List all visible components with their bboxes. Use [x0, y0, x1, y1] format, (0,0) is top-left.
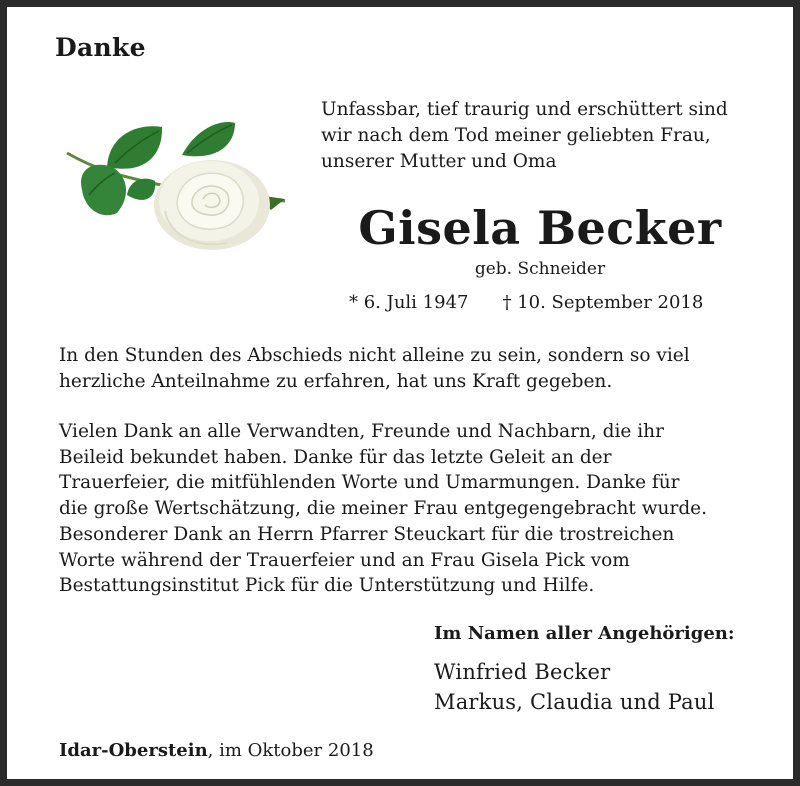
- paragraph-line: herzliche Anteilnahme zu erfahren, hat uns Kraft gegeben.: [59, 370, 613, 392]
- place-city: Idar-Oberstein: [59, 740, 208, 761]
- signer-name: Markus, Claudia und Paul: [434, 690, 715, 714]
- intro-line: Unfassbar, tief traurig und erschüttert sind: [321, 99, 728, 120]
- birth-name: geb. Schneider: [474, 259, 606, 279]
- paragraph-line: Besonderer Dank an Herrn Pfarrer Steuckart für die trostreichen: [59, 523, 675, 545]
- signature-heading: Im Namen aller Angehörigen:: [434, 623, 735, 644]
- paragraph-line: Vielen Dank an alle Verwandten, Freunde und Nachbarn, die ihr: [59, 421, 664, 442]
- paragraph-line: In den Stunden des Abschieds nicht alleine zu sein, sondern so viel: [59, 345, 690, 366]
- white-rose-icon: [57, 115, 292, 255]
- signature-names: [434, 657, 715, 717]
- deceased-name: Gisela Becker: [358, 201, 722, 255]
- paragraph-line: Beileid bekundet haben. Danke für das letzte Geleit an der: [59, 446, 612, 468]
- place-date: , im Oktober 2018: [207, 740, 374, 761]
- intro-line: unserer Mutter und Oma: [321, 151, 557, 172]
- place-and-date: [59, 740, 374, 761]
- thanks-paragraph-2: [59, 419, 779, 599]
- paragraph-line: die große Wertschätzung, die meiner Frau entgegengebracht wurde.: [59, 498, 707, 520]
- notice-headline: Danke: [55, 33, 146, 62]
- intro-line: wir nach dem Tod meiner geliebten Frau,: [321, 125, 711, 146]
- birth-date: * 6. Juli 1947: [349, 292, 469, 313]
- death-date: † 10. September 2018: [502, 292, 704, 313]
- paragraph-line: Trauerfeier, die mitfühlenden Worte und Umarmungen. Danke für: [59, 472, 680, 494]
- signer-name: Winfried Becker: [434, 660, 611, 684]
- intro-text: [321, 97, 761, 175]
- life-dates: [349, 292, 769, 313]
- thanks-paragraph-1: [59, 343, 779, 394]
- paragraph-line: Worte während der Trauerfeier und an Frau Gisela Pick vom: [59, 549, 630, 571]
- paragraph-line: Bestattungsinstitut Pick für die Unterstützung und Hilfe.: [59, 575, 595, 597]
